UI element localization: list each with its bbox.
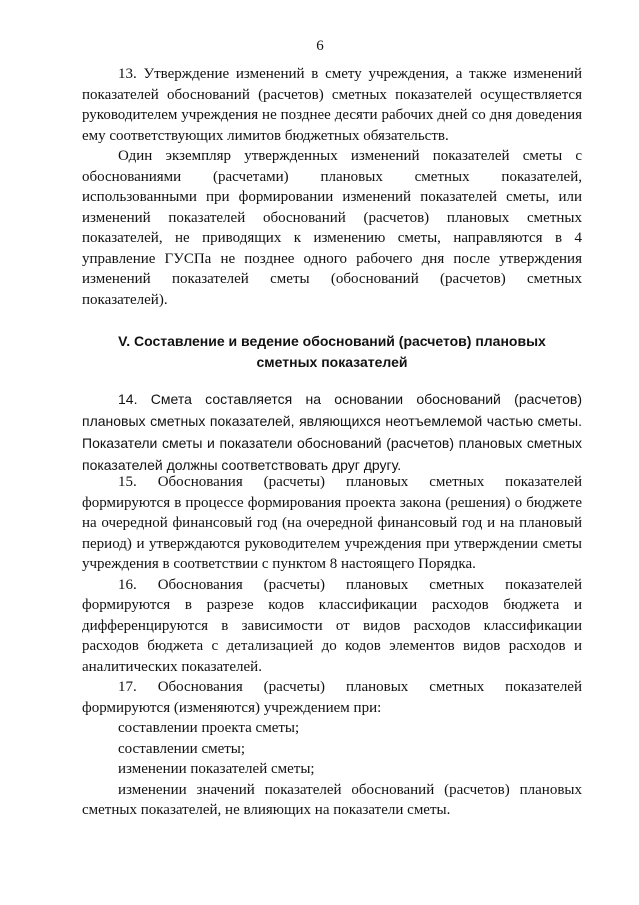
section-13-block bbox=[82, 64, 582, 310]
paragraph-13: 13. Утверждение изменений в смету учреждения, а также изменений показателей обоснований (расчетов) сметных показателей осуществляется руководителем учреждения не позднее десяти рабочих дней со дня доведения ему соответствующих лимитов бюджетных обязательств. bbox=[82, 66, 582, 144]
list-item: изменении показателей сметы; bbox=[118, 761, 315, 777]
paragraph-15: 15. Обоснования (расчеты) плановых сметных показателей формируются в процессе формирования проекта закона (решения) о бюджете на очередной финансовый год (на очередной финансовый год и на плановый период) и утверждаются руководителем учреждения при утверждении сметы учреждения в соответствии с пунктом 8 настоящего Порядка. bbox=[82, 474, 582, 572]
section-v-heading bbox=[82, 331, 582, 373]
section-14-block bbox=[82, 388, 582, 476]
paragraph-17: 17. Обоснования (расчеты) плановых сметных показателей формируются (изменяются) учреждением при: bbox=[82, 679, 582, 716]
paragraph-13-copy-sending: Один экземпляр утвержденных изменений показателей сметы с обоснованиями (расчетами) плановых сметных показателей, использованными при формировании изменений показателей сметы, или изменений показателей обоснований (расчетов) плановых сметных показателей, не приводящих к изменению сметы, направляются в 4 управление ГУСПа не позднее одного рабочего дня после утверждения изменений показателей сметы (обоснований (расчетов) сметных показателей). bbox=[82, 148, 582, 308]
page-number: 6 bbox=[316, 38, 324, 54]
section-15-17-block bbox=[82, 472, 582, 821]
heading-line-2: сметных показателей bbox=[256, 354, 408, 370]
heading-line-1: V. Составление и ведение обоснований (расчетов) плановых bbox=[118, 333, 546, 349]
paragraph-16: 16. Обоснования (расчеты) плановых сметных показателей формируются в разрезе кодов классификации расходов бюджета и дифференцируются в зависимости от видов расходов классификации расходов бюджета с детализацией до кодов элементов видов расходов и аналитических показателей. bbox=[82, 576, 582, 675]
list-item: составлении сметы; bbox=[118, 740, 246, 757]
list-item: составлении проекта сметы; bbox=[118, 720, 300, 736]
paragraph-14: 14. Смета составляется на основании обоснований (расчетов) плановых сметных показателей, являющихся неотъемлемой частью сметы. Показатели сметы и показатели обоснований (расчетов) плановых сметных показателей должны соответствовать друг другу. bbox=[82, 391, 582, 473]
list-item: изменении значений показателей обоснований (расчетов) плановых сметных показателей, не влияющих на показатели сметы. bbox=[82, 781, 582, 818]
